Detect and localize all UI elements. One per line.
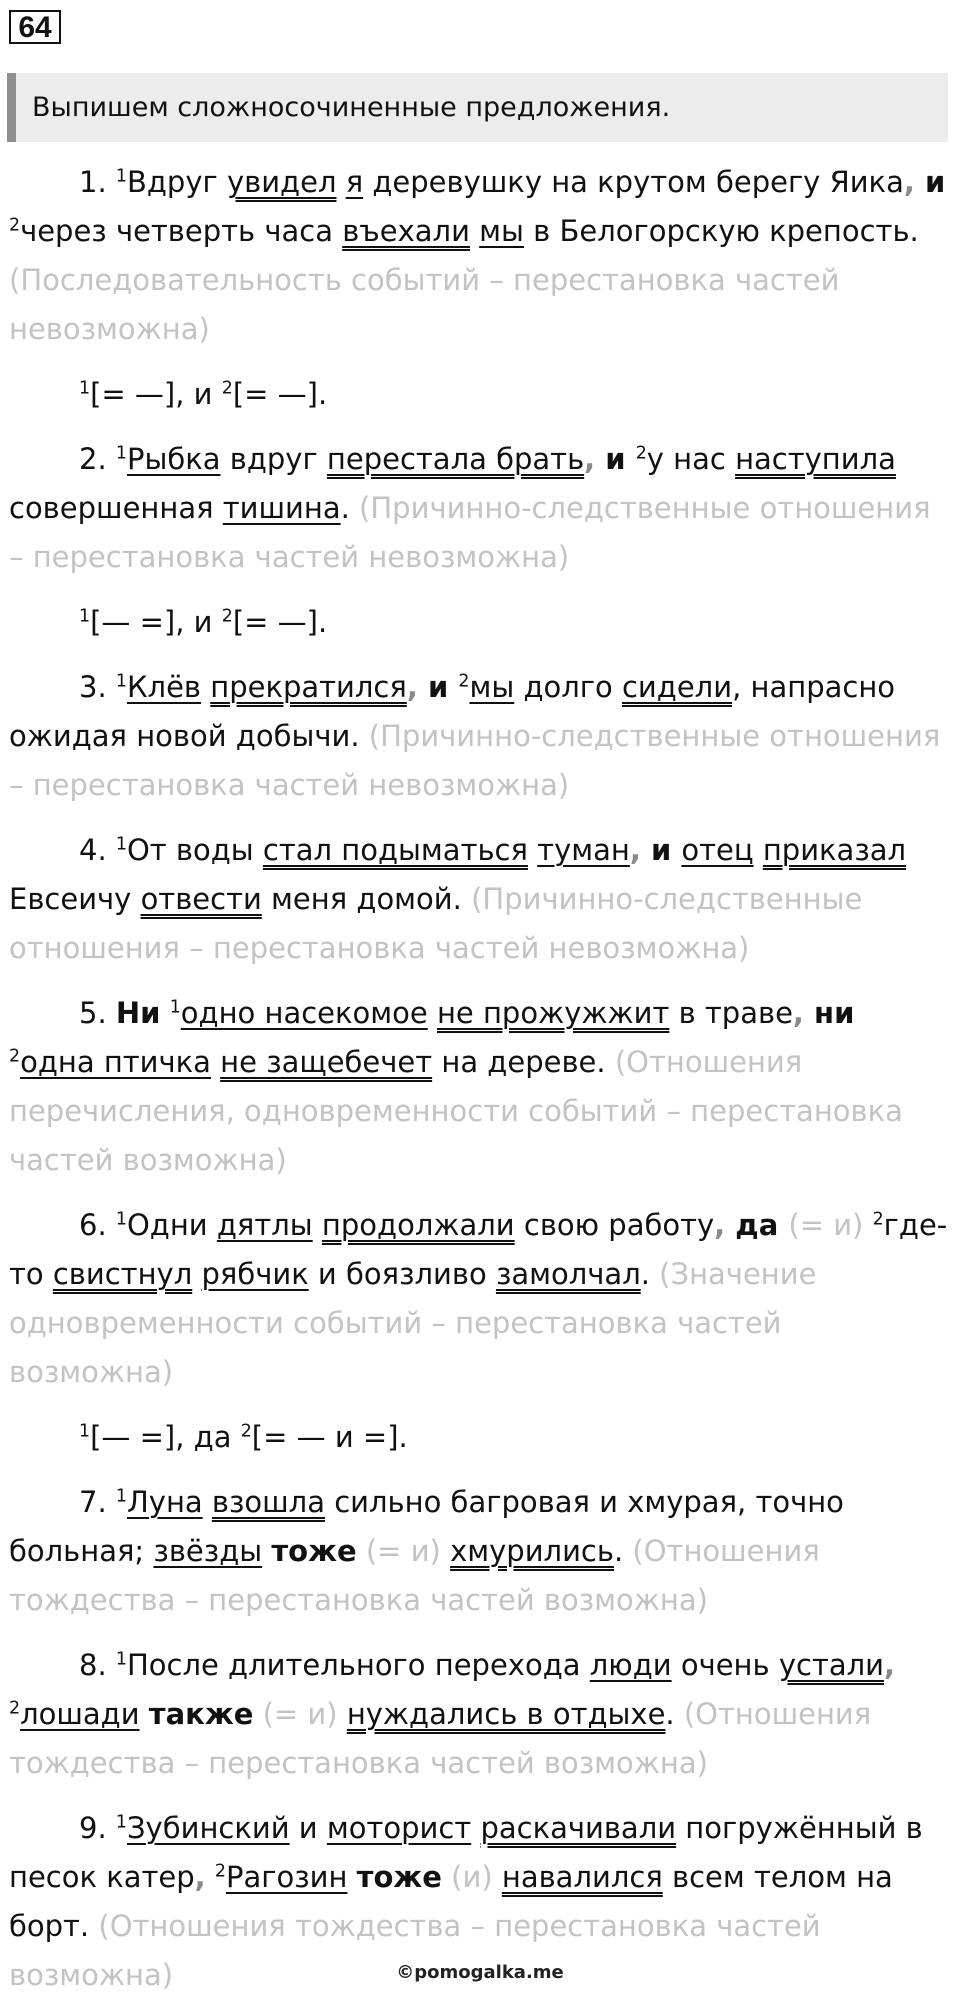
part-index: 1 [115,1209,127,1230]
predicate: устали [778,1648,884,1682]
comma-mark: , [903,165,915,199]
part-index: 2 [458,671,470,692]
explanation-note: (Причинно-следственные отношения – перестановка частей невозможна) [9,491,931,574]
text: Одни [126,1208,217,1242]
part-index: 1 [79,378,91,399]
predicate: навалился [501,1860,663,1894]
sentence-6 [9,1201,949,1397]
scheme-text: [= —], и [90,377,222,411]
exercise-number: 64 [9,10,61,44]
predicate: нуждались в отдыхе [346,1697,666,1731]
text [211,1045,220,1079]
sentence-1 [9,158,949,354]
item-number: 6. [79,1208,116,1242]
sentence-2 [9,435,949,582]
sentence-4 [9,826,949,973]
explanation-note: (Причинно-следственные отношения – перестановка частей невозможна) [9,719,941,802]
text: После длительного перехода [126,1648,590,1682]
conjunction-equivalent: (= и) [788,1208,873,1242]
text [754,833,763,867]
predicate: замолчал [495,1257,641,1291]
scheme-1 [9,370,949,419]
text: долго [514,670,622,704]
conjunction: и [595,442,636,476]
predicate: не прожужжит [436,996,670,1030]
comma-mark: , [714,1208,726,1242]
part-index: 1 [79,606,91,627]
scheme-6 [9,1413,949,1462]
text [201,670,210,704]
task-header: Выпишем сложносочиненные предложения. [7,73,948,142]
part-index: 1 [115,1486,127,1507]
text [206,1860,215,1894]
text: деревушку на крутом берегу Яика [363,165,904,199]
part-index: 2 [221,606,233,627]
conjunction: Ни [115,996,161,1030]
subject: люди [589,1648,672,1682]
subject: я [345,165,364,199]
explanation-note: (Отношения тождества – перестановка частей возможна) [9,1697,872,1780]
comma-mark: , [792,996,804,1030]
conjunction-equivalent: (= и) [253,1697,347,1731]
text: совершенная [9,491,223,525]
comma-mark: , [584,442,596,476]
part-index: 2 [214,1861,226,1882]
text [428,996,437,1030]
predicate: хмурились [450,1534,614,1568]
explanation-note: (Причинно-следственные отношения – перестановка частей невозможна) [9,882,863,965]
predicate: перестала брать [326,442,585,476]
predicate: прекратился [210,670,407,704]
conjunction: да [725,1208,789,1242]
explanation-note: (Отношения перечисления, одновременности событий – перестановка частей возможна) [9,1045,903,1177]
subject: звёзды [153,1534,263,1568]
text [528,833,537,867]
part-index: 1 [115,1649,127,1670]
watermark: ©pomogalka.me [396,1962,564,1983]
conjunction: и [914,165,946,199]
text [347,1860,356,1894]
predicate: продолжали [321,1208,515,1242]
scheme-text: [— =], и [90,605,222,639]
text: свою работу [514,1208,715,1242]
text: . [640,1257,650,1291]
part-index: 1 [115,166,127,187]
subject: дятлы [216,1208,313,1242]
text: . [613,1534,624,1568]
part-index: 1 [115,1812,127,1833]
text: Вдруг [126,165,227,199]
subject: туман [537,833,630,867]
item-number: 1. [79,165,116,199]
text: в Белогорскую крепость. [523,214,919,248]
text: От воды [126,833,263,867]
subject: одно насекомое [180,996,428,1030]
comma-mark: , [406,670,418,704]
part-index: 2 [221,378,233,399]
part-index: 2 [240,1421,252,1442]
scheme-text: [= — и =]. [251,1420,408,1454]
predicate: раскачивали [480,1811,677,1845]
subject: моторист [326,1811,472,1845]
conjunction: и [417,670,459,704]
scheme-text: [= —]. [232,605,328,639]
item-number: 2. [79,442,116,476]
text: вдруг [220,442,327,476]
part-index: 1 [79,1421,91,1442]
text [203,1485,212,1519]
part-index: 2 [9,1698,21,1719]
item-number: 5. [79,996,116,1030]
item-number: 8. [79,1648,116,1682]
explanation-note: (Последовательность событий – перестановка частей невозможна) [9,263,840,346]
scheme-text: [— =], да [90,1420,241,1454]
predicate: наступила [735,442,896,476]
predicate: стал подыматься [262,833,528,867]
part-index: 1 [115,671,127,692]
conjunction-equivalent: (и) [441,1860,502,1894]
subject: мы [469,670,515,704]
explanation-note: (Значение одновременности событий – перестановка частей возможна) [9,1257,817,1389]
sentence-3 [9,663,949,810]
part-index: 1 [115,443,127,464]
subject: лошади [20,1697,140,1731]
subject: мы [479,214,524,248]
part-index: 2 [9,215,21,236]
conjunction: тоже [271,1534,357,1568]
predicate: приказал [762,833,907,867]
scheme-2 [9,598,949,647]
sentence-5 [9,989,949,1185]
subject: рябчик [201,1257,309,1291]
subject: Рагозин [225,1860,348,1894]
predicate: въехали [342,214,470,248]
text [262,1534,271,1568]
text: погружённый в песок катер [9,1811,923,1894]
subject: Клёв [126,670,202,704]
text [160,996,169,1030]
explanation-note: (Отношения тождества – перестановка частей возможна) [9,1534,820,1617]
text [470,214,479,248]
text: на дереве. [432,1045,606,1079]
part-index: 2 [635,443,647,464]
subject: Зубинский [126,1811,290,1845]
item-number: 9. [79,1811,116,1845]
subject: одна птичка [20,1045,211,1079]
text: у нас [646,442,736,476]
comma-mark: , [884,1648,896,1682]
text: меня домой. [261,882,462,916]
item-number: 4. [79,833,116,867]
text [336,165,345,199]
subject: тишина [222,491,341,525]
predicate: взошла [211,1485,325,1519]
part-index: 2 [9,1046,21,1067]
subject: Луна [126,1485,203,1519]
conjunction: ни [803,996,855,1030]
part-index: 1 [169,997,181,1018]
text: , напрасно ожидая новой добычи. [9,670,896,753]
sentence-8 [9,1641,949,1788]
conjunction: также [148,1697,254,1731]
text: в траве [669,996,793,1030]
comma-mark: , [194,1860,206,1894]
text: всем телом на борт. [9,1860,893,1943]
text [313,1208,322,1242]
part-index: 2 [872,1209,884,1230]
conjunction: и [640,833,682,867]
predicate: увидел [226,165,337,199]
comma-mark: , [629,833,641,867]
conjunction: тоже [356,1860,442,1894]
text [140,1697,149,1731]
text: и [289,1811,327,1845]
text: очень [671,1648,779,1682]
text: . [665,1697,675,1731]
text: где-то [9,1208,948,1291]
predicate: отвести [140,882,262,916]
item-number: 3. [79,670,116,704]
text: сильно багровая и хмурая, точно больная; [9,1485,844,1568]
subject: Рыбка [126,442,221,476]
conjunction-equivalent: (= и) [356,1534,451,1568]
explanation-note: (Отношения тождества – перестановка частей возможна) [9,1909,821,1992]
part-index: 1 [115,834,127,855]
subject: отец [681,833,754,867]
text: Евсеичу [9,882,141,916]
scheme-text: [= —]. [232,377,328,411]
predicate: свистнул [52,1257,193,1291]
sentence-7 [9,1478,949,1625]
text: и боязливо [308,1257,496,1291]
text: через четверть часа [20,214,343,248]
item-number: 7. [79,1485,116,1519]
answer-content [9,158,949,2000]
predicate: не защебечет [220,1045,433,1079]
predicate: сидели [621,670,733,704]
text: . [340,491,350,525]
